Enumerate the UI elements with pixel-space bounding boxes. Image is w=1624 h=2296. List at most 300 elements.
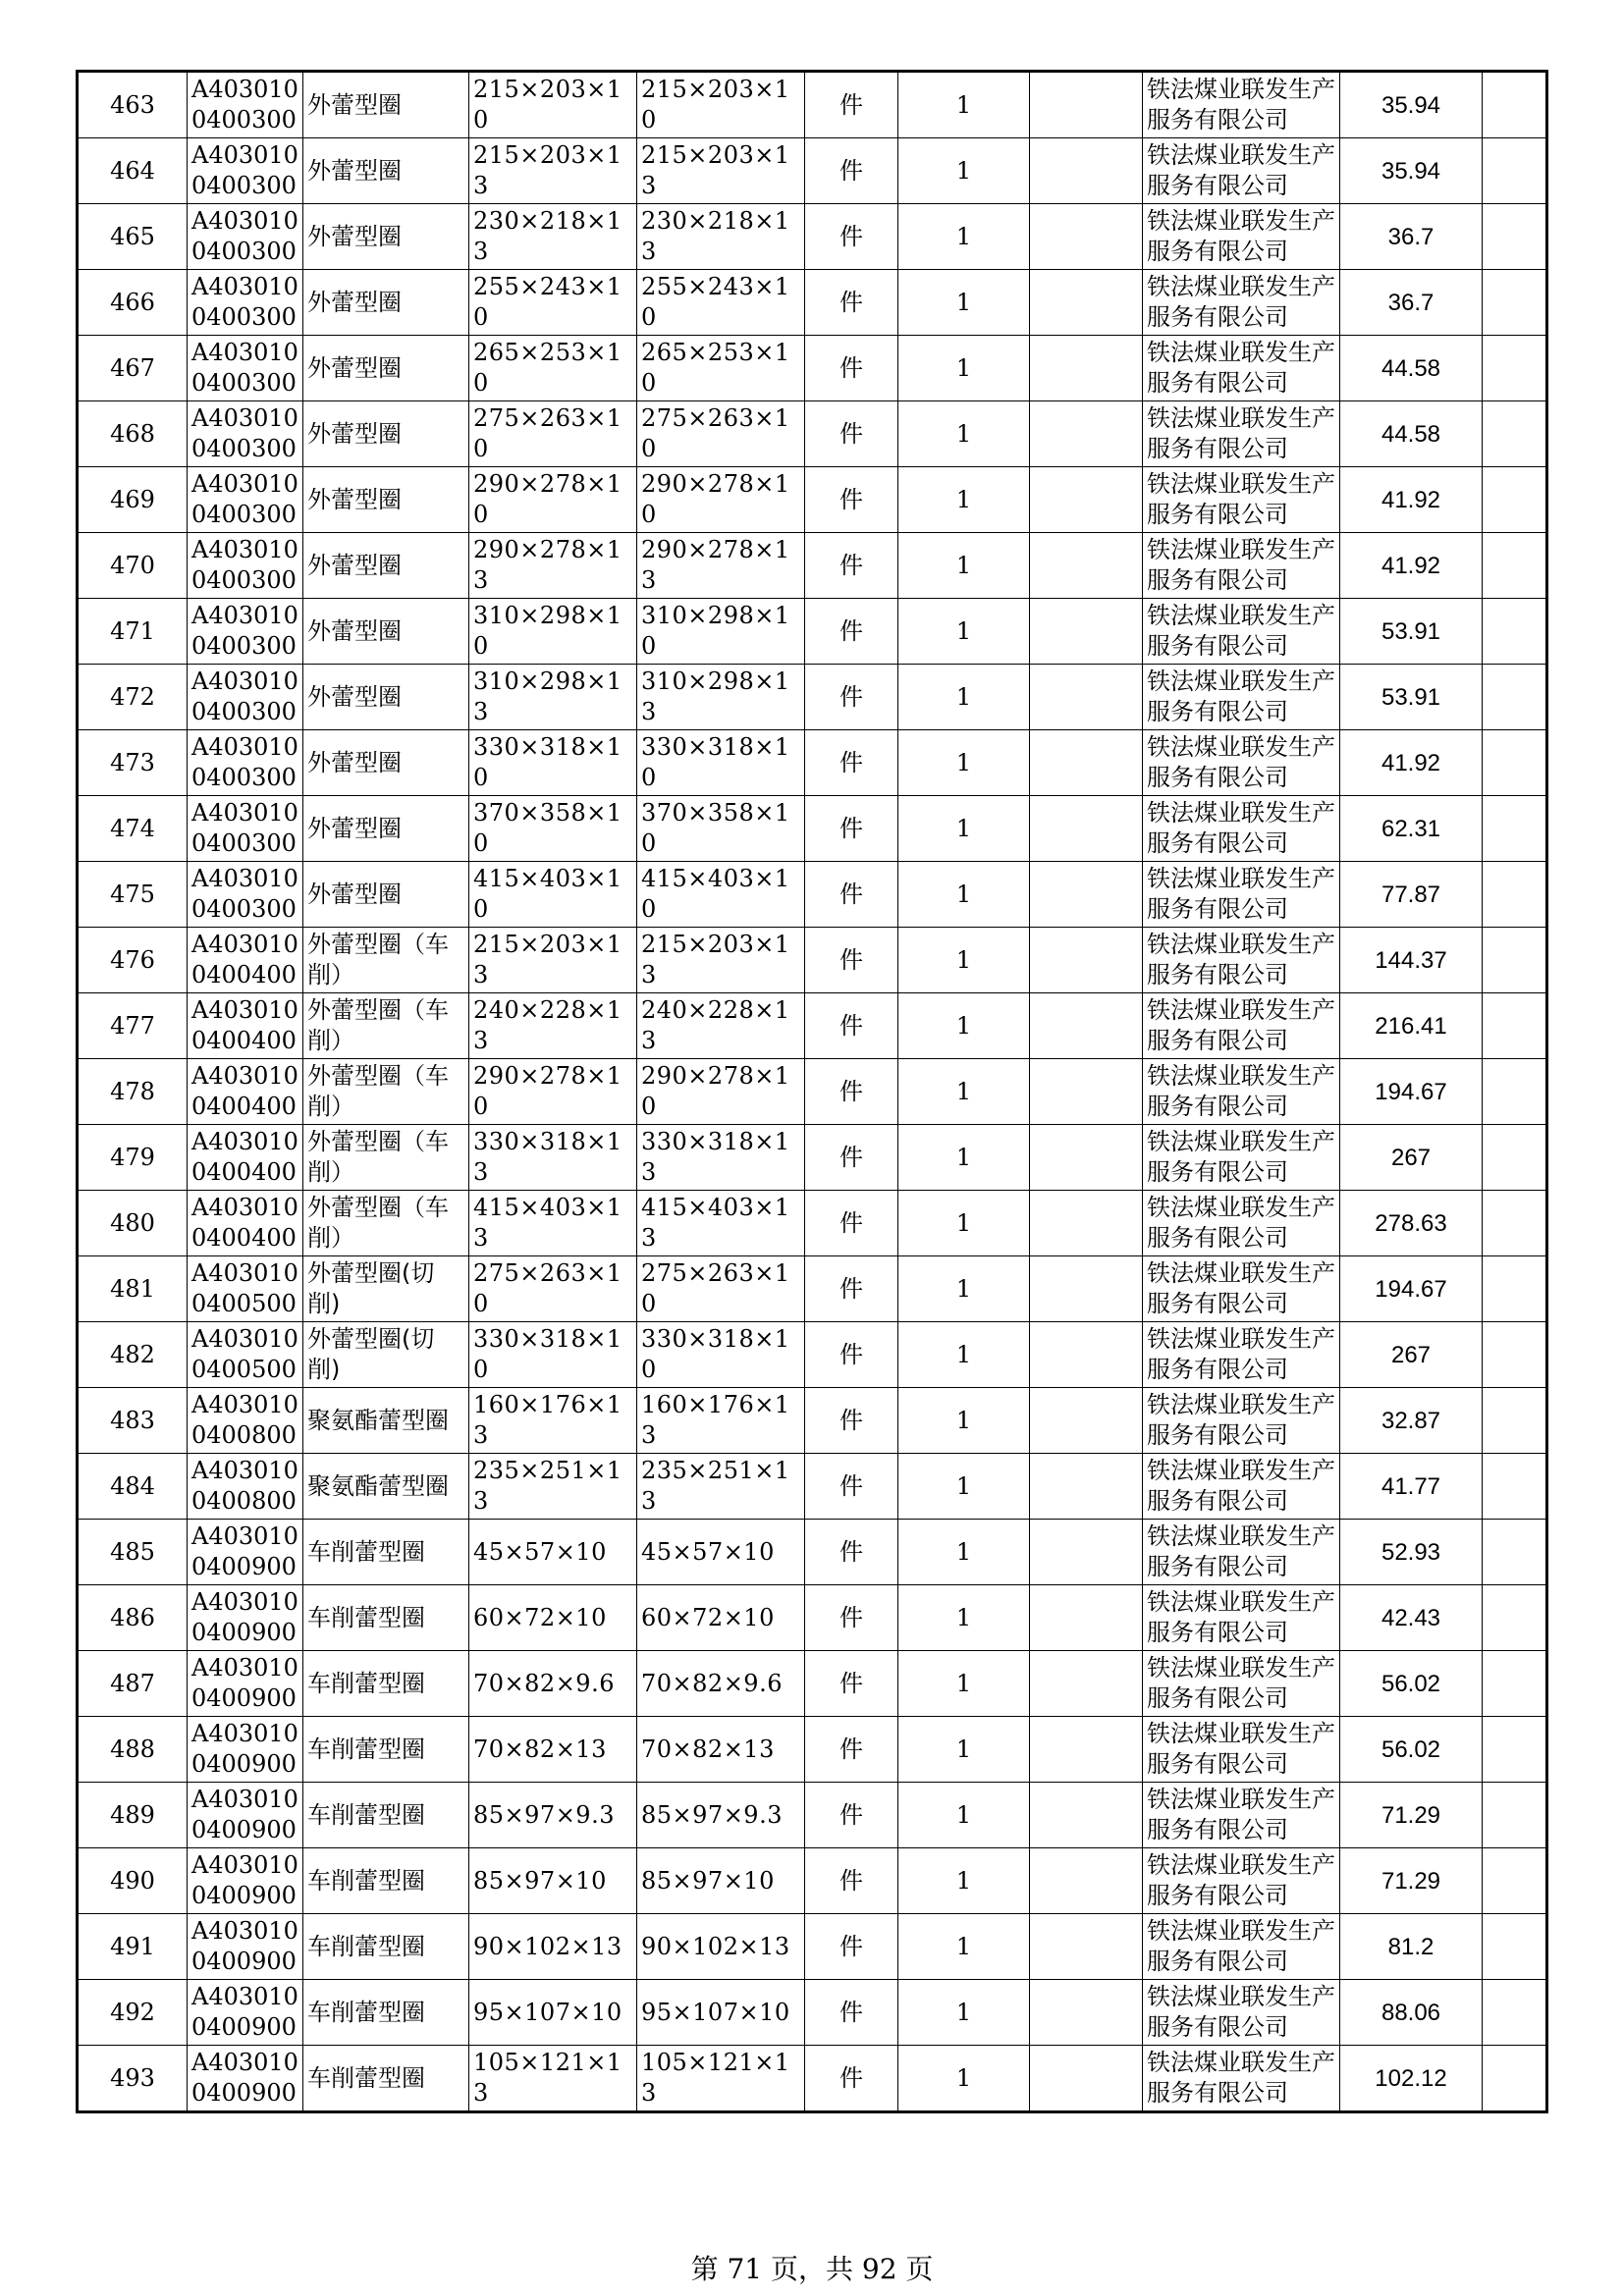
unit: 件 — [805, 599, 898, 665]
spec-model: 90×102×13 — [469, 1914, 637, 1980]
quantity: 1 — [898, 1520, 1030, 1585]
supplier-name: 铁法煤业联发生产服务有限公司 — [1143, 1520, 1340, 1585]
quantity: 1 — [898, 1980, 1030, 2046]
unit: 件 — [805, 1388, 898, 1454]
item-name: 聚氨酯蕾型圈 — [303, 1454, 469, 1520]
row-number: 484 — [78, 1454, 188, 1520]
unit: 件 — [805, 1717, 898, 1783]
quantity: 1 — [898, 993, 1030, 1059]
unit-price: 278.63 — [1340, 1191, 1483, 1256]
item-name: 车削蕾型圈 — [303, 1980, 469, 2046]
page-number: 第 71 页，共 92 页 — [690, 2253, 934, 2285]
note-cell — [1030, 730, 1143, 796]
item-name: 外蕾型圈(切削) — [303, 1256, 469, 1322]
supplier-name: 铁法煤业联发生产服务有限公司 — [1143, 138, 1340, 204]
unit: 件 — [805, 1059, 898, 1125]
remark-cell — [1483, 1520, 1547, 1585]
table-body — [78, 72, 1547, 2112]
row-number: 479 — [78, 1125, 188, 1191]
note-cell — [1030, 1256, 1143, 1322]
unit-price: 32.87 — [1340, 1388, 1483, 1454]
quantity: 1 — [898, 928, 1030, 993]
remark-cell — [1483, 401, 1547, 467]
spec-standard: 105×121×13 — [637, 2046, 805, 2112]
unit-price: 71.29 — [1340, 1783, 1483, 1848]
unit-price: 42.43 — [1340, 1585, 1483, 1651]
row-number: 485 — [78, 1520, 188, 1585]
item-name: 车削蕾型圈 — [303, 1848, 469, 1914]
quantity: 1 — [898, 533, 1030, 599]
quantity: 1 — [898, 1059, 1030, 1125]
spec-standard: 230×218×13 — [637, 204, 805, 270]
spec-model: 330×318×10 — [469, 730, 637, 796]
unit: 件 — [805, 1125, 898, 1191]
supplier-name: 铁法煤业联发生产服务有限公司 — [1143, 928, 1340, 993]
remark-cell — [1483, 1125, 1547, 1191]
quantity: 1 — [898, 1848, 1030, 1914]
quantity: 1 — [898, 2046, 1030, 2112]
spec-standard: 330×318×10 — [637, 1322, 805, 1388]
supplier-name: 铁法煤业联发生产服务有限公司 — [1143, 401, 1340, 467]
table-row — [78, 1585, 1547, 1651]
table-row — [78, 1848, 1547, 1914]
material-code: A403010 0400300 — [188, 270, 303, 336]
quantity: 1 — [898, 467, 1030, 533]
table-row — [78, 1125, 1547, 1191]
note-cell — [1030, 928, 1143, 993]
supplier-name: 铁法煤业联发生产服务有限公司 — [1143, 599, 1340, 665]
material-code: A403010 0400400 — [188, 1125, 303, 1191]
unit: 件 — [805, 2046, 898, 2112]
unit-price: 71.29 — [1340, 1848, 1483, 1914]
table-row — [78, 1783, 1547, 1848]
quantity: 1 — [898, 1191, 1030, 1256]
spec-standard: 275×263×10 — [637, 401, 805, 467]
table-row — [78, 270, 1547, 336]
supplier-name: 铁法煤业联发生产服务有限公司 — [1143, 204, 1340, 270]
unit-price: 216.41 — [1340, 993, 1483, 1059]
row-number: 470 — [78, 533, 188, 599]
unit: 件 — [805, 533, 898, 599]
material-code: A403010 0400300 — [188, 72, 303, 138]
table-row — [78, 1651, 1547, 1717]
item-name: 聚氨酯蕾型圈 — [303, 1388, 469, 1454]
row-number: 474 — [78, 796, 188, 862]
unit-price: 81.2 — [1340, 1914, 1483, 1980]
item-name: 外蕾型圈 — [303, 270, 469, 336]
table-row — [78, 1256, 1547, 1322]
unit-price: 35.94 — [1340, 72, 1483, 138]
note-cell — [1030, 1980, 1143, 2046]
row-number: 481 — [78, 1256, 188, 1322]
row-number: 483 — [78, 1388, 188, 1454]
supplier-name: 铁法煤业联发生产服务有限公司 — [1143, 1256, 1340, 1322]
row-number: 467 — [78, 336, 188, 401]
quantity: 1 — [898, 72, 1030, 138]
supplier-name: 铁法煤业联发生产服务有限公司 — [1143, 993, 1340, 1059]
quantity: 1 — [898, 336, 1030, 401]
quantity: 1 — [898, 138, 1030, 204]
unit-price: 194.67 — [1340, 1059, 1483, 1125]
spec-standard: 90×102×13 — [637, 1914, 805, 1980]
quantity: 1 — [898, 1651, 1030, 1717]
note-cell — [1030, 796, 1143, 862]
unit: 件 — [805, 928, 898, 993]
remark-cell — [1483, 1585, 1547, 1651]
remark-cell — [1483, 1717, 1547, 1783]
spec-standard: 415×403×10 — [637, 862, 805, 928]
note-cell — [1030, 2046, 1143, 2112]
supplier-name: 铁法煤业联发生产服务有限公司 — [1143, 665, 1340, 730]
note-cell — [1030, 1651, 1143, 1717]
spec-standard: 60×72×10 — [637, 1585, 805, 1651]
spec-standard: 45×57×10 — [637, 1520, 805, 1585]
spec-standard: 255×243×10 — [637, 270, 805, 336]
material-code: A403010 0400900 — [188, 1651, 303, 1717]
spec-model: 60×72×10 — [469, 1585, 637, 1651]
table-row — [78, 1322, 1547, 1388]
quantity: 1 — [898, 862, 1030, 928]
material-code: A403010 0400400 — [188, 1191, 303, 1256]
spec-model: 160×176×13 — [469, 1388, 637, 1454]
spec-standard: 310×298×10 — [637, 599, 805, 665]
remark-cell — [1483, 599, 1547, 665]
item-name: 外蕾型圈 — [303, 401, 469, 467]
table-row — [78, 467, 1547, 533]
spec-model: 95×107×10 — [469, 1980, 637, 2046]
spec-standard: 85×97×10 — [637, 1848, 805, 1914]
spec-standard: 275×263×10 — [637, 1256, 805, 1322]
supplier-name: 铁法煤业联发生产服务有限公司 — [1143, 336, 1340, 401]
item-name: 外蕾型圈 — [303, 862, 469, 928]
item-name: 外蕾型圈 — [303, 533, 469, 599]
note-cell — [1030, 1125, 1143, 1191]
spec-model: 45×57×10 — [469, 1520, 637, 1585]
spec-model: 240×228×13 — [469, 993, 637, 1059]
item-name: 外蕾型圈 — [303, 72, 469, 138]
quantity: 1 — [898, 796, 1030, 862]
spec-standard: 235×251×13 — [637, 1454, 805, 1520]
row-number: 477 — [78, 993, 188, 1059]
material-code: A403010 0400500 — [188, 1256, 303, 1322]
material-code: A403010 0400300 — [188, 796, 303, 862]
table-row — [78, 336, 1547, 401]
item-name: 外蕾型圈（车削） — [303, 993, 469, 1059]
spec-model: 255×243×10 — [469, 270, 637, 336]
spec-standard: 70×82×13 — [637, 1717, 805, 1783]
note-cell — [1030, 138, 1143, 204]
spec-model: 310×298×10 — [469, 599, 637, 665]
spec-model: 290×278×13 — [469, 533, 637, 599]
spec-standard: 330×318×13 — [637, 1125, 805, 1191]
unit-price: 36.7 — [1340, 270, 1483, 336]
note-cell — [1030, 72, 1143, 138]
spec-standard: 215×203×13 — [637, 138, 805, 204]
material-code: A403010 0400400 — [188, 1059, 303, 1125]
note-cell — [1030, 599, 1143, 665]
material-code: A403010 0400800 — [188, 1388, 303, 1454]
spec-model: 70×82×9.6 — [469, 1651, 637, 1717]
supplier-name: 铁法煤业联发生产服务有限公司 — [1143, 1388, 1340, 1454]
unit-price: 194.67 — [1340, 1256, 1483, 1322]
table-row — [78, 1454, 1547, 1520]
material-code: A403010 0400300 — [188, 336, 303, 401]
spec-model: 290×278×10 — [469, 467, 637, 533]
item-name: 车削蕾型圈 — [303, 1717, 469, 1783]
row-number: 491 — [78, 1914, 188, 1980]
unit-price: 53.91 — [1340, 599, 1483, 665]
table-row — [78, 138, 1547, 204]
table-row — [78, 1717, 1547, 1783]
spec-model: 330×318×10 — [469, 1322, 637, 1388]
spec-model: 290×278×10 — [469, 1059, 637, 1125]
spec-standard: 290×278×10 — [637, 467, 805, 533]
quantity: 1 — [898, 730, 1030, 796]
spec-standard: 160×176×13 — [637, 1388, 805, 1454]
unit-price: 44.58 — [1340, 401, 1483, 467]
remark-cell — [1483, 1651, 1547, 1717]
spec-model: 330×318×13 — [469, 1125, 637, 1191]
unit-price: 41.92 — [1340, 730, 1483, 796]
spec-model: 215×203×10 — [469, 72, 637, 138]
item-name: 外蕾型圈 — [303, 204, 469, 270]
spec-standard: 290×278×13 — [637, 533, 805, 599]
unit-price: 36.7 — [1340, 204, 1483, 270]
quantity: 1 — [898, 270, 1030, 336]
table-row — [78, 1191, 1547, 1256]
supplier-name: 铁法煤业联发生产服务有限公司 — [1143, 1059, 1340, 1125]
note-cell — [1030, 993, 1143, 1059]
unit: 件 — [805, 138, 898, 204]
spec-model: 85×97×10 — [469, 1848, 637, 1914]
unit: 件 — [805, 862, 898, 928]
row-number: 488 — [78, 1717, 188, 1783]
unit: 件 — [805, 1980, 898, 2046]
material-code: A403010 0400300 — [188, 467, 303, 533]
note-cell — [1030, 1717, 1143, 1783]
note-cell — [1030, 401, 1143, 467]
row-number: 475 — [78, 862, 188, 928]
row-number: 490 — [78, 1848, 188, 1914]
unit-price: 267 — [1340, 1125, 1483, 1191]
quantity: 1 — [898, 1585, 1030, 1651]
unit-price: 267 — [1340, 1322, 1483, 1388]
unit: 件 — [805, 1454, 898, 1520]
note-cell — [1030, 1454, 1143, 1520]
table-row — [78, 599, 1547, 665]
remark-cell — [1483, 730, 1547, 796]
table-row — [78, 401, 1547, 467]
table-row — [78, 2046, 1547, 2112]
material-code: A403010 0400800 — [188, 1454, 303, 1520]
table-row — [78, 665, 1547, 730]
spec-model: 105×121×13 — [469, 2046, 637, 2112]
remark-cell — [1483, 1388, 1547, 1454]
row-number: 469 — [78, 467, 188, 533]
remark-cell — [1483, 336, 1547, 401]
row-number: 493 — [78, 2046, 188, 2112]
material-code: A403010 0400900 — [188, 1520, 303, 1585]
table-row — [78, 1520, 1547, 1585]
supplier-name: 铁法煤业联发生产服务有限公司 — [1143, 730, 1340, 796]
table-row — [78, 862, 1547, 928]
item-name: 外蕾型圈（车削） — [303, 1059, 469, 1125]
unit: 件 — [805, 1191, 898, 1256]
quantity: 1 — [898, 1125, 1030, 1191]
table-row — [78, 204, 1547, 270]
remark-cell — [1483, 928, 1547, 993]
remark-cell — [1483, 72, 1547, 138]
remark-cell — [1483, 665, 1547, 730]
quantity: 1 — [898, 1783, 1030, 1848]
item-name: 外蕾型圈 — [303, 599, 469, 665]
note-cell — [1030, 1191, 1143, 1256]
spec-model: 265×253×10 — [469, 336, 637, 401]
row-number: 480 — [78, 1191, 188, 1256]
remark-cell — [1483, 1454, 1547, 1520]
unit-price: 56.02 — [1340, 1717, 1483, 1783]
unit-price: 77.87 — [1340, 862, 1483, 928]
spec-standard: 290×278×10 — [637, 1059, 805, 1125]
unit: 件 — [805, 1585, 898, 1651]
table-row — [78, 796, 1547, 862]
unit: 件 — [805, 1848, 898, 1914]
spec-standard: 310×298×13 — [637, 665, 805, 730]
material-code: A403010 0400500 — [188, 1322, 303, 1388]
unit: 件 — [805, 1651, 898, 1717]
quantity: 1 — [898, 1256, 1030, 1322]
remark-cell — [1483, 1848, 1547, 1914]
remark-cell — [1483, 1256, 1547, 1322]
table-row — [78, 1980, 1547, 2046]
material-code: A403010 0400900 — [188, 1783, 303, 1848]
supplier-name: 铁法煤业联发生产服务有限公司 — [1143, 1914, 1340, 1980]
item-name: 外蕾型圈（车削） — [303, 928, 469, 993]
remark-cell — [1483, 1191, 1547, 1256]
supplier-name: 铁法煤业联发生产服务有限公司 — [1143, 1585, 1340, 1651]
remark-cell — [1483, 1783, 1547, 1848]
unit-price: 52.93 — [1340, 1520, 1483, 1585]
quantity: 1 — [898, 1388, 1030, 1454]
supplier-name: 铁法煤业联发生产服务有限公司 — [1143, 796, 1340, 862]
remark-cell — [1483, 270, 1547, 336]
material-code: A403010 0400300 — [188, 665, 303, 730]
row-number: 473 — [78, 730, 188, 796]
spec-standard: 215×203×10 — [637, 72, 805, 138]
unit-price: 56.02 — [1340, 1651, 1483, 1717]
item-name: 车削蕾型圈 — [303, 1651, 469, 1717]
note-cell — [1030, 1322, 1143, 1388]
item-name: 外蕾型圈 — [303, 730, 469, 796]
row-number: 476 — [78, 928, 188, 993]
row-number: 489 — [78, 1783, 188, 1848]
unit-price: 35.94 — [1340, 138, 1483, 204]
material-code: A403010 0400400 — [188, 928, 303, 993]
row-number: 465 — [78, 204, 188, 270]
item-name: 外蕾型圈(切削) — [303, 1322, 469, 1388]
unit: 件 — [805, 796, 898, 862]
row-number: 468 — [78, 401, 188, 467]
note-cell — [1030, 1914, 1143, 1980]
remark-cell — [1483, 1980, 1547, 2046]
remark-cell — [1483, 1322, 1547, 1388]
remark-cell — [1483, 993, 1547, 1059]
supplier-name: 铁法煤业联发生产服务有限公司 — [1143, 1980, 1340, 2046]
unit-price: 102.12 — [1340, 2046, 1483, 2112]
supplier-name: 铁法煤业联发生产服务有限公司 — [1143, 533, 1340, 599]
row-number: 472 — [78, 665, 188, 730]
table-row — [78, 1059, 1547, 1125]
quantity: 1 — [898, 1322, 1030, 1388]
quantity: 1 — [898, 401, 1030, 467]
table-row — [78, 928, 1547, 993]
item-name: 外蕾型圈 — [303, 138, 469, 204]
row-number: 463 — [78, 72, 188, 138]
supplier-name: 铁法煤业联发生产服务有限公司 — [1143, 1454, 1340, 1520]
note-cell — [1030, 1388, 1143, 1454]
unit: 件 — [805, 993, 898, 1059]
unit-price: 62.31 — [1340, 796, 1483, 862]
unit-price: 88.06 — [1340, 1980, 1483, 2046]
remark-cell — [1483, 204, 1547, 270]
item-name: 外蕾型圈（车削） — [303, 1191, 469, 1256]
remark-cell — [1483, 1914, 1547, 1980]
table-row — [78, 993, 1547, 1059]
supplier-name: 铁法煤业联发生产服务有限公司 — [1143, 862, 1340, 928]
unit: 件 — [805, 1256, 898, 1322]
note-cell — [1030, 204, 1143, 270]
item-name: 外蕾型圈 — [303, 336, 469, 401]
spec-standard: 265×253×10 — [637, 336, 805, 401]
unit: 件 — [805, 1914, 898, 1980]
supplier-name: 铁法煤业联发生产服务有限公司 — [1143, 270, 1340, 336]
supplier-name: 铁法煤业联发生产服务有限公司 — [1143, 1717, 1340, 1783]
material-code: A403010 0400300 — [188, 204, 303, 270]
remark-cell — [1483, 862, 1547, 928]
unit: 件 — [805, 1783, 898, 1848]
supplier-name: 铁法煤业联发生产服务有限公司 — [1143, 467, 1340, 533]
unit: 件 — [805, 730, 898, 796]
item-name: 车削蕾型圈 — [303, 1585, 469, 1651]
unit: 件 — [805, 270, 898, 336]
quantity: 1 — [898, 204, 1030, 270]
spec-standard: 215×203×13 — [637, 928, 805, 993]
spec-standard: 70×82×9.6 — [637, 1651, 805, 1717]
table-row — [78, 533, 1547, 599]
note-cell — [1030, 1520, 1143, 1585]
remark-cell — [1483, 2046, 1547, 2112]
unit: 件 — [805, 1322, 898, 1388]
spec-standard: 370×358×10 — [637, 796, 805, 862]
spec-model: 215×203×13 — [469, 138, 637, 204]
remark-cell — [1483, 796, 1547, 862]
item-name: 车削蕾型圈 — [303, 1783, 469, 1848]
unit-price: 41.92 — [1340, 533, 1483, 599]
unit: 件 — [805, 1520, 898, 1585]
material-code: A403010 0400300 — [188, 599, 303, 665]
spec-model: 275×263×10 — [469, 1256, 637, 1322]
row-number: 482 — [78, 1322, 188, 1388]
price-table — [76, 70, 1548, 2113]
unit: 件 — [805, 72, 898, 138]
material-code: A403010 0400300 — [188, 401, 303, 467]
material-code: A403010 0400900 — [188, 1914, 303, 1980]
note-cell — [1030, 862, 1143, 928]
note-cell — [1030, 1783, 1143, 1848]
spec-model: 235×251×13 — [469, 1454, 637, 1520]
material-code: A403010 0400300 — [188, 730, 303, 796]
unit: 件 — [805, 401, 898, 467]
